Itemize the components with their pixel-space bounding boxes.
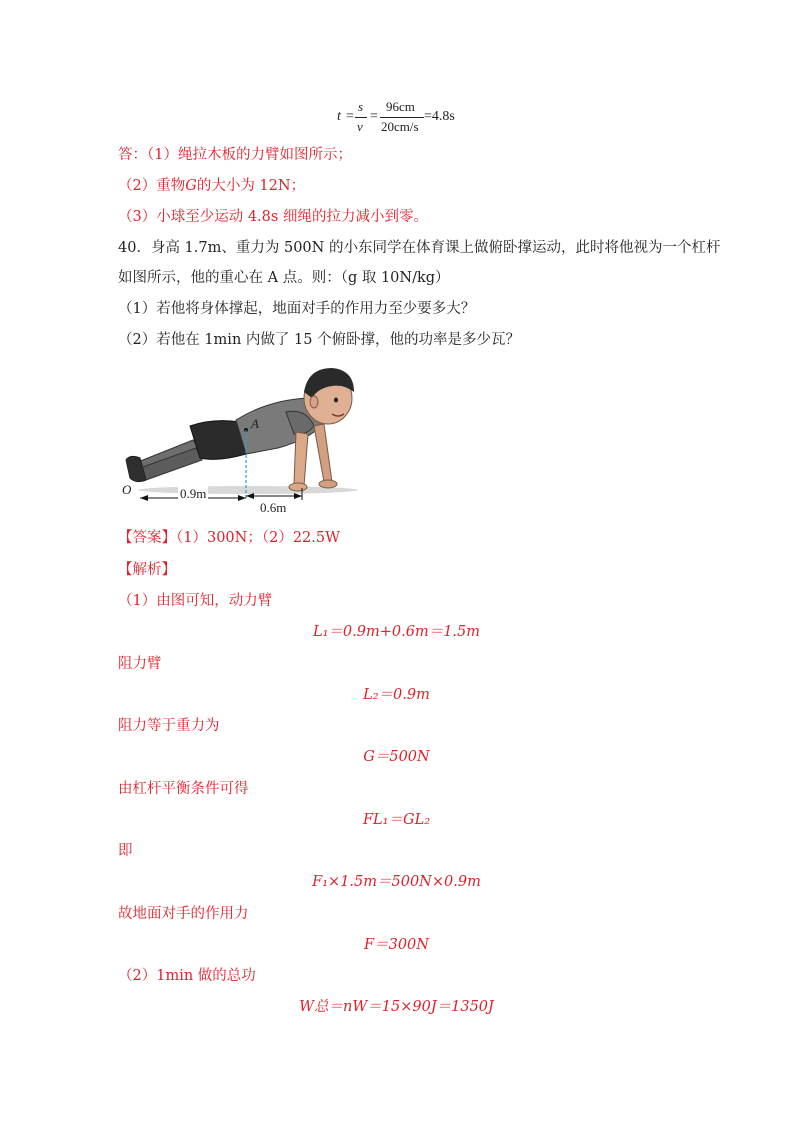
- analysis-step-3: 阻力等于重力为: [118, 718, 220, 734]
- answer-label: 【答案】: [118, 530, 176, 546]
- eq-result: =4.8s: [424, 109, 455, 124]
- frac-bar-1: [355, 117, 367, 118]
- label-a: A: [251, 416, 259, 431]
- analysis-step-4: 由杠杆平衡条件可得: [118, 781, 249, 797]
- label-o: O: [122, 482, 132, 497]
- analysis-eq-3: G＝500N: [363, 749, 430, 765]
- question-line-2: 如图所示，他的重心在 A 点。则：（g 取 10N/kg）: [118, 270, 450, 286]
- analysis-step-5: 即: [118, 843, 133, 859]
- eq-num-96cm: 96cm: [386, 99, 415, 114]
- eq-num-s: s: [358, 99, 364, 114]
- analysis-label: 【解析】: [118, 562, 176, 578]
- eq-den-speed: 20cm/s: [381, 119, 419, 134]
- label-dist-1: 0.9m: [180, 486, 207, 501]
- prev-answer-line-1: 答：（1）绳拉木板的力臂如图所示；: [118, 147, 352, 163]
- question-sub-2: （2）若他在 1min 内做了 15 个俯卧撑，他的功率是多少瓦？: [118, 332, 521, 348]
- analysis-eq-4: FL₁＝GL₂: [362, 812, 431, 828]
- pushup-figure: [118, 362, 368, 522]
- analysis-step-6: 故地面对手的作用力: [118, 906, 249, 922]
- analysis-eq-5: F₁×1.5m＝500N×0.9m: [312, 874, 481, 890]
- eq-equals-1: =: [346, 109, 354, 124]
- question-line-1: 40．身高 1.7m、重力为 500N 的小东同学在体育课上做俯卧撑运动，此时将他视为一个杠杆: [118, 240, 721, 256]
- answer-line: [118, 528, 340, 548]
- question-sub-1: （1）若他将身体撑起，地面对手的作用力至少要多大？: [118, 301, 476, 317]
- analysis-eq-7: W总＝nW＝15×90J＝1350J: [299, 999, 494, 1015]
- analysis-eq-1: L₁＝0.9m+0.6m＝1.5m: [312, 624, 481, 640]
- analysis-step-2: 阻力臂: [118, 656, 162, 672]
- answer-text: （1）300N；（2）22.5W: [176, 530, 341, 546]
- label-dist-2: 0.6m: [260, 500, 287, 515]
- analysis-eq-2: L₂＝0.9m: [363, 687, 430, 703]
- eq-t: t: [337, 109, 341, 124]
- frac-bar-2: [380, 117, 424, 118]
- analysis-step-7: （2）1min 做的总功: [118, 968, 256, 984]
- analysis-step-1: （1）由图可知，动力臂: [118, 593, 273, 609]
- eq-equals-2: =: [370, 109, 378, 124]
- pushup-illustration: [118, 362, 368, 522]
- eq-den-v: v: [357, 119, 363, 134]
- prev-answer-line-2: （2）重物G的大小为 12N；: [118, 178, 306, 194]
- prev-answer-line-3: （3）小球至少运动 4.8s 细绳的拉力减小到零。: [118, 209, 428, 225]
- analysis-eq-6: F＝300N: [364, 937, 429, 953]
